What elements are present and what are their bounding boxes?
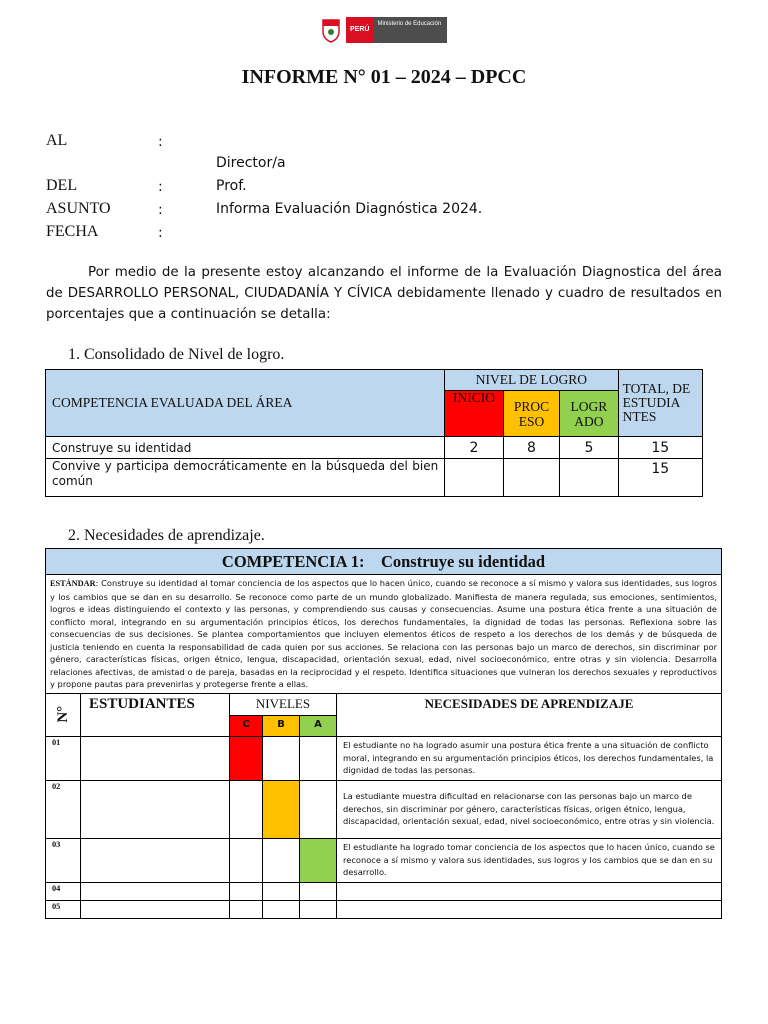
level-a-cell xyxy=(300,736,337,780)
proceso-cell xyxy=(503,459,559,497)
level-a-cell xyxy=(300,900,337,918)
student-name-cell xyxy=(81,900,230,918)
student-number: 05 xyxy=(46,900,81,918)
necesidad-cell xyxy=(337,882,722,900)
level-c-cell xyxy=(230,838,263,882)
del-value: Prof. xyxy=(216,178,247,194)
inicio-header: INICIO xyxy=(445,391,504,437)
section-1-heading: 1. Consolidado de Nivel de logro. xyxy=(68,346,285,363)
col-total-header: TOTAL, DE ESTUDIA NTES xyxy=(618,370,702,437)
fecha-label: FECHA xyxy=(46,223,99,240)
necesidad-cell xyxy=(337,900,722,918)
table-row xyxy=(46,736,722,780)
minedu-logo xyxy=(320,16,447,44)
fecha-colon: : xyxy=(158,225,163,241)
logo-country: PERÚ xyxy=(346,17,373,43)
student-name-cell xyxy=(81,838,230,882)
section-2-heading: 2. Necesidades de aprendizaje. xyxy=(68,527,265,544)
col-necesidades-header: NECESIDADES DE APRENDIZAJE xyxy=(337,693,722,736)
necesidad-cell: El estudiante no ha logrado asumir una postura ética frente a una situación de conflicto moral, integrando en su argumentación principios éticos, los derechos fundamentales, la dignidad de todas las personas. xyxy=(337,736,722,780)
competencia-title: COMPETENCIA 1: Construye su identidad xyxy=(46,549,722,575)
level-b-cell xyxy=(263,736,300,780)
peru-shield-icon xyxy=(320,17,342,43)
proceso-cell: 8 xyxy=(503,437,559,459)
logo-ministry: Ministerio de Educación xyxy=(373,17,447,43)
level-c-cell xyxy=(230,780,263,838)
student-name-cell xyxy=(81,736,230,780)
level-a-cell xyxy=(300,882,337,900)
proceso-header: PROC ESO xyxy=(503,391,559,437)
asunto-colon: : xyxy=(158,202,163,218)
del-label: DEL xyxy=(46,177,78,194)
total-cell: 15 xyxy=(618,459,702,497)
level-b-cell xyxy=(263,882,300,900)
level-b-cell xyxy=(263,780,300,838)
estandar-text: : Construye su identidad al tomar conciencia de los aspectos que lo hacen único, cuando se reconoce a sí mismo y valora sus identidades, sus logros y los cambios que se dan en su desarrollo. Se reconoce como parte de un mundo globalizado. Manifiesta de manera regulada, sus emociones, sentimientos, logros e ideas distinguiendo el contexto y las personas, y comprendiendo sus causas y consecuencias. Asume una postura ética frente a una situación de conflicto moral, integrando en su argumentación principios éticos, los derechos fundamentales, la dignidad de todas las personas. Reflexiona sobre las consecuencias de sus decisiones. Se plantea comportamientos que incluyen elementos éticos de respeto a los derechos de los demás y de búsqueda de justicia teniendo en cuenta la responsabilidad de cada quien por sus acciones. Se relaciona con las personas bajo un marco de derechos, sin discriminar por género, características físicas, origen étnico, lengua, discapacidad, orientación sexual, edad, nivel socioeconómico, entre otras y sin violencia. Desarrolla relaciones afectivas, de amistad o de pareja, basadas en la reciprocidad y el respeto. Identifica situaciones que vulneran los derechos sexuales y reproductivos y propone pautas para prevenirlas y protegerse frente a ellas. xyxy=(50,578,717,689)
logrado-cell: 5 xyxy=(560,437,618,459)
student-name-cell xyxy=(81,882,230,900)
estandar-cell xyxy=(46,575,722,694)
competencia-cell: Convive y participa democráticamente en la búsqueda del bien común xyxy=(46,459,445,497)
logrado-header: LOGR ADO xyxy=(560,391,618,437)
student-number: 03 xyxy=(46,838,81,882)
del-colon: : xyxy=(158,179,163,195)
estandar-label: ESTÁNDAR xyxy=(50,579,96,588)
student-name-cell xyxy=(81,780,230,838)
total-cell: 15 xyxy=(618,437,702,459)
table-row xyxy=(46,900,722,918)
intro-paragraph: Por medio de la presente estoy alcanzando el informe de la Evaluación Diagnostica del área de DESARROLLO PERSONAL, CIUDADANÍA Y CÍVICA debidamente llenado y cuadro de resultados en porcentajes que a continuación se detalla: xyxy=(46,265,722,322)
level-a-cell xyxy=(300,780,337,838)
asunto-value: Informa Evaluación Diagnóstica 2024. xyxy=(216,201,483,217)
col-no-header: N° xyxy=(46,693,81,736)
competencia-cell: Construye su identidad xyxy=(46,437,445,459)
al-value: Director/a xyxy=(216,155,286,171)
col-estudiantes-header: ESTUDIANTES xyxy=(81,693,230,736)
al-colon: : xyxy=(158,134,163,150)
table-row xyxy=(46,882,722,900)
level-a-cell xyxy=(300,838,337,882)
inicio-cell: 2 xyxy=(445,437,504,459)
al-label: AL xyxy=(46,132,68,149)
necesidad-cell: El estudiante ha logrado tomar conciencia de los aspectos que lo hacen único, cuando se reconoce a sí mismo y valora sus identidades, sus logros y los cambios que se dan en su desarrollo. xyxy=(337,838,722,882)
student-number: 04 xyxy=(46,882,81,900)
necesidades-table xyxy=(45,548,722,919)
level-c-header: C xyxy=(230,715,263,736)
logrado-cell xyxy=(560,459,618,497)
table-row xyxy=(46,437,703,459)
col-nivel-header: NIVEL DE LOGRO xyxy=(445,370,618,391)
consolidado-table xyxy=(45,369,703,497)
level-a-header: A xyxy=(300,715,337,736)
level-c-cell xyxy=(230,882,263,900)
inicio-cell xyxy=(445,459,504,497)
student-number: 01 xyxy=(46,736,81,780)
asunto-label: ASUNTO xyxy=(46,200,111,217)
level-c-cell xyxy=(230,900,263,918)
table-row xyxy=(46,780,722,838)
level-c-cell xyxy=(230,736,263,780)
level-b-cell xyxy=(263,838,300,882)
level-b-header: B xyxy=(263,715,300,736)
student-number: 02 xyxy=(46,780,81,838)
col-niveles-header: NIVELES xyxy=(230,693,337,715)
table-row xyxy=(46,459,703,497)
necesidad-cell: La estudiante muestra dificultad en relacionarse con las personas bajo un marco de derechos, sin discriminar por género, características físicas, origen étnico, lengua, discapacidad, orientación sexual, edad, nivel socioeconómico, entre otras y sin violencia. xyxy=(337,780,722,838)
col-competencia-header: COMPETENCIA EVALUADA DEL ÁREA xyxy=(46,370,445,437)
table-row xyxy=(46,838,722,882)
level-b-cell xyxy=(263,900,300,918)
document-title: INFORME N° 01 – 2024 – DPCC xyxy=(241,66,527,88)
